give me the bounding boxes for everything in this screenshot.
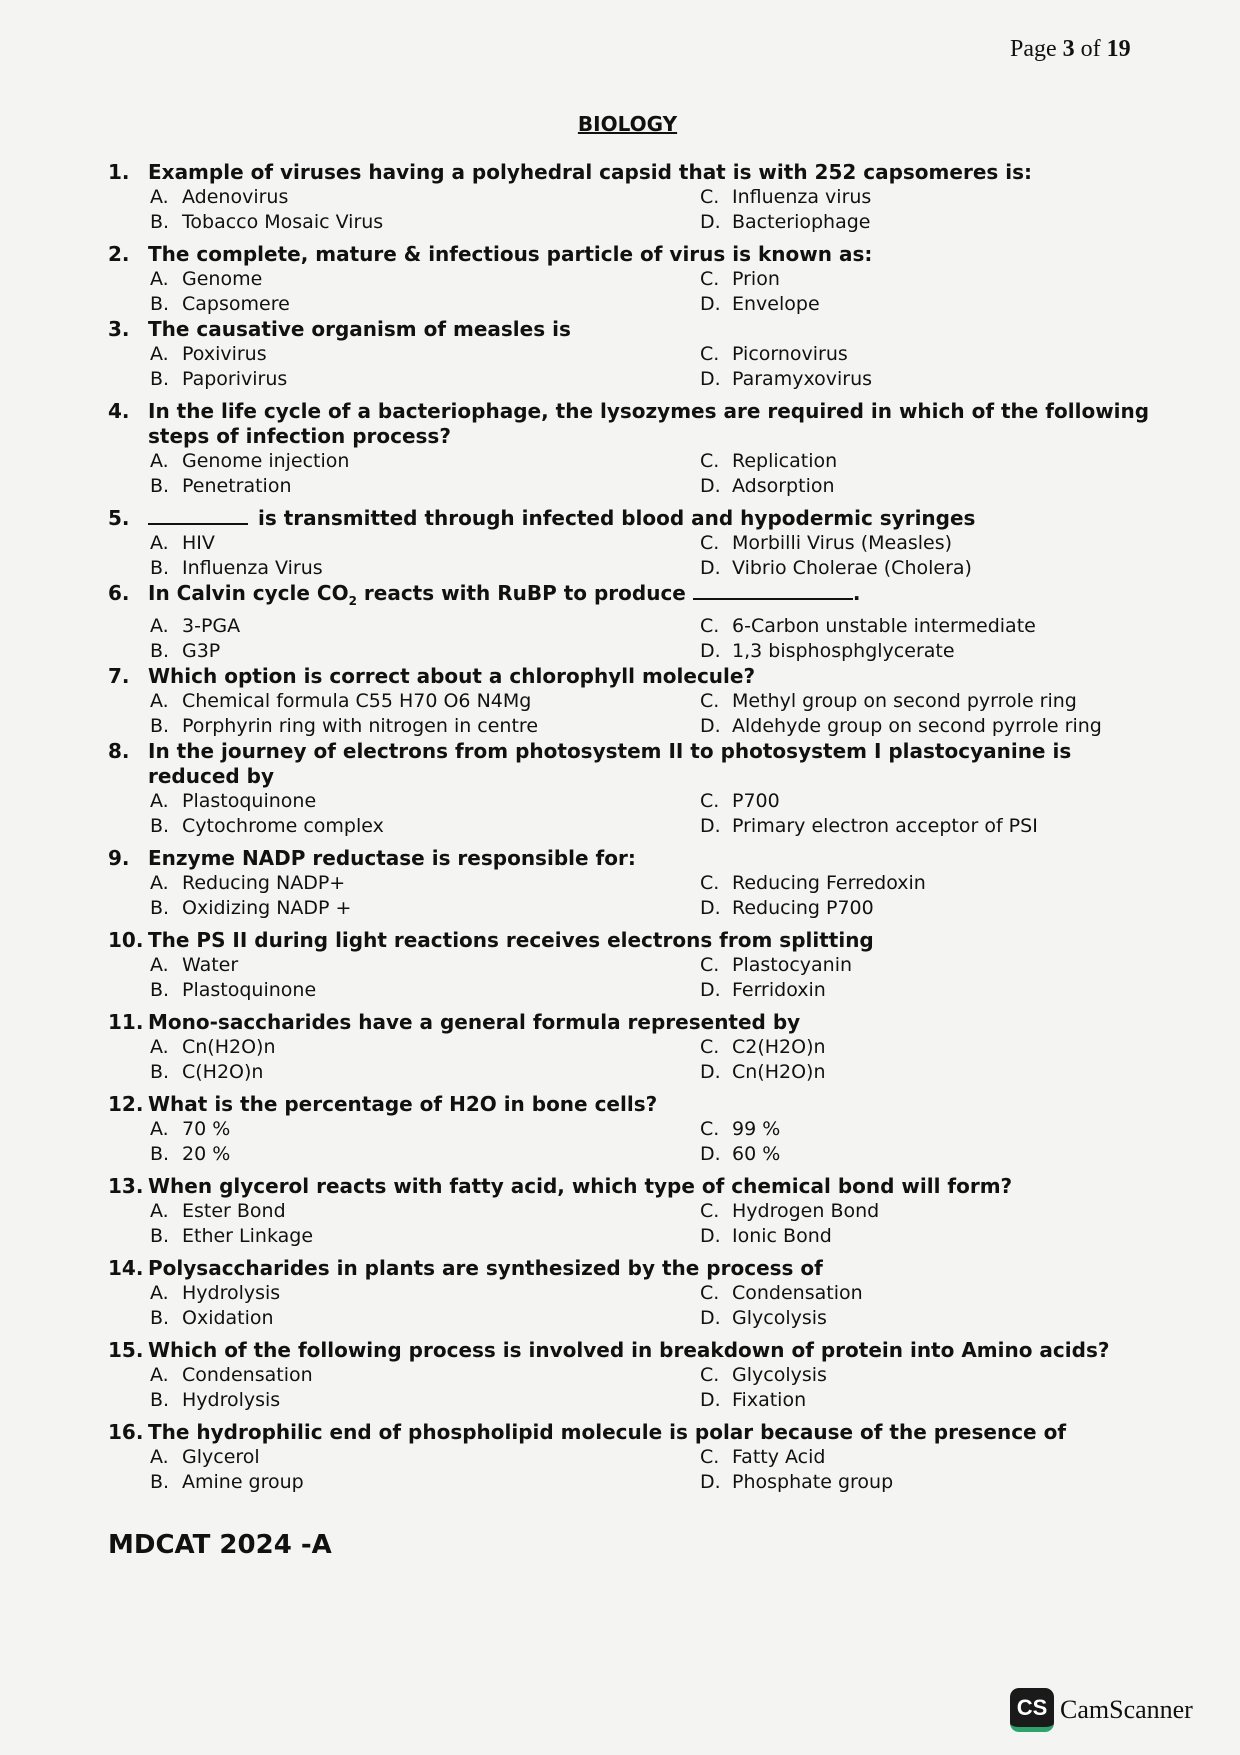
question-number: 12. [108, 1092, 144, 1116]
option-c: C. Reducing Ferredoxin [700, 872, 926, 894]
question-number: 14. [108, 1256, 144, 1280]
option-a: A. Ester Bond [150, 1200, 286, 1222]
option-c: C. Condensation [700, 1282, 863, 1304]
option-c: C. Replication [700, 450, 838, 472]
option-d: D. 1,3 bisphosphglycerate [700, 640, 955, 662]
question-text: Which of the following process is involved in breakdown of protein into Amino acids? [148, 1338, 1110, 1362]
question-number: 16. [108, 1420, 144, 1444]
option-d: D. Ionic Bond [700, 1225, 832, 1247]
section-title: BIOLOGY [577, 112, 678, 136]
option-d: D. Aldehyde group on second pyrrole ring [700, 715, 1102, 737]
question-3 [108, 317, 1168, 392]
question-7 [108, 664, 1168, 739]
question-10 [108, 928, 1168, 1003]
option-a: A. Plastoquinone [150, 790, 317, 812]
option-d: D. Fixation [700, 1389, 807, 1411]
option-a: A. Chemical formula C55 H70 O6 N4Mg [150, 690, 532, 712]
option-d: D. Paramyxovirus [700, 368, 873, 390]
option-d: D. 60 % [700, 1143, 781, 1165]
question-number: 3. [108, 317, 130, 341]
question-number: 1. [108, 160, 130, 184]
question-number: 6. [108, 581, 130, 605]
option-a: A. Poxivirus [150, 343, 267, 365]
option-d: D. Glycolysis [700, 1307, 827, 1329]
camscanner-label: CamScanner [1060, 1695, 1193, 1724]
option-c: C. P700 [700, 790, 780, 812]
option-c: C. 6-Carbon unstable intermediate [700, 615, 1036, 637]
option-c: C. Morbilli Virus (Measles) [700, 532, 953, 554]
question-11 [108, 1010, 1168, 1085]
option-a: A. Glycerol [150, 1446, 260, 1468]
question-5 [108, 506, 1168, 581]
option-a: A. Water [150, 954, 239, 976]
option-d: D. Phosphate group [700, 1471, 894, 1493]
option-a: A. Reducing NADP+ [150, 872, 346, 894]
option-d: D. Bacteriophage [700, 211, 871, 233]
question-text: The hydrophilic end of phospholipid molecule is polar because of the presence of [148, 1420, 1067, 1444]
option-d: D. Envelope [700, 293, 820, 315]
camscanner-watermark [1010, 1688, 1193, 1732]
option-c: C. Plastocyanin [700, 954, 853, 976]
question-text: The complete, mature & infectious particle of virus is known as: [148, 242, 873, 266]
question-text: The causative organism of measles is [148, 317, 571, 341]
option-c: C. Methyl group on second pyrrole ring [700, 690, 1077, 712]
question-number: 10. [108, 928, 144, 952]
question-13 [108, 1174, 1168, 1249]
question-text: Polysaccharides in plants are synthesized by the process of [148, 1256, 823, 1280]
question-16 [108, 1420, 1168, 1495]
question-number: 4. [108, 399, 130, 423]
option-b: B. C(H2O)n [150, 1061, 264, 1083]
option-a: A. Genome injection [150, 450, 350, 472]
option-d: D. Ferridoxin [700, 979, 826, 1001]
question-14 [108, 1256, 1168, 1331]
option-b: B. Paporivirus [150, 368, 288, 390]
option-d: D. Cn(H2O)n [700, 1061, 826, 1083]
camscanner-logo-icon: CS [1010, 1688, 1054, 1732]
option-c: C. C2(H2O)n [700, 1036, 826, 1058]
option-a: A. 70 % [150, 1118, 231, 1140]
question-text: Enzyme NADP reductase is responsible for: [148, 846, 636, 870]
question-text: The PS II during light reactions receives electrons from splitting [148, 928, 874, 952]
option-c: C. Picornovirus [700, 343, 848, 365]
question-6 [108, 581, 1168, 664]
option-c: C. Fatty Acid [700, 1446, 826, 1468]
question-9 [108, 846, 1168, 921]
question-number: 2. [108, 242, 130, 266]
option-c: C. Glycolysis [700, 1364, 827, 1386]
option-b: B. Hydrolysis [150, 1389, 281, 1411]
option-d: D. Reducing P700 [700, 897, 874, 919]
option-b: B. Tobacco Mosaic Virus [150, 211, 384, 233]
option-b: B. Plastoquinone [150, 979, 317, 1001]
option-b: B. Porphyrin ring with nitrogen in centre [150, 715, 539, 737]
question-text: When glycerol reacts with fatty acid, which type of chemical bond will form? [148, 1174, 1013, 1198]
question-number: 5. [108, 506, 130, 530]
option-a: A. HIV [150, 532, 215, 554]
question-text: Example of viruses having a polyhedral capsid that is with 252 capsomeres is: [148, 160, 1033, 184]
question-list [108, 160, 1168, 1495]
question-number: 11. [108, 1010, 144, 1034]
option-b: B. Ether Linkage [150, 1225, 314, 1247]
question-number: 8. [108, 739, 130, 763]
option-a: A. Hydrolysis [150, 1282, 281, 1304]
question-text: In the journey of electrons from photosystem II to photosystem I plastocyanine is reduced by [148, 739, 1072, 788]
option-b: B. Penetration [150, 475, 292, 497]
option-a: A. Condensation [150, 1364, 313, 1386]
option-b: B. Influenza Virus [150, 557, 323, 579]
question-text: Which option is correct about a chlorophyll molecule? [148, 664, 756, 688]
question-4 [108, 399, 1168, 499]
option-c: C. 99 % [700, 1118, 781, 1140]
option-a: A. 3-PGA [150, 615, 241, 637]
option-b: B. Capsomere [150, 293, 290, 315]
question-text: is transmitted through infected blood and hypodermic syringes [258, 506, 976, 530]
question-number: 15. [108, 1338, 144, 1362]
option-a: A. Adenovirus [150, 186, 289, 208]
option-c: C. Influenza virus [700, 186, 872, 208]
question-text: What is the percentage of H2O in bone cells? [148, 1092, 658, 1116]
option-a: A. Genome [150, 268, 263, 290]
question-text: Mono-saccharides have a general formula represented by [148, 1010, 801, 1034]
page-number: Page 3 of 19 [1010, 36, 1131, 62]
question-text: In the life cycle of a bacteriophage, the lysozymes are required in which of the following steps of infection process? [148, 399, 1150, 448]
question-12 [108, 1092, 1168, 1167]
question-number: 13. [108, 1174, 144, 1198]
option-d: D. Primary electron acceptor of PSI [700, 815, 1038, 837]
question-1 [108, 160, 1168, 235]
option-b: B. Oxidizing NADP + [150, 897, 352, 919]
question-number: 9. [108, 846, 130, 870]
option-a: A. Cn(H2O)n [150, 1036, 276, 1058]
question-number: 7. [108, 664, 130, 688]
option-c: C. Prion [700, 268, 780, 290]
answer-blank [148, 507, 248, 525]
option-b: B. Cytochrome complex [150, 815, 384, 837]
option-b: B. Oxidation [150, 1307, 274, 1329]
question-2 [108, 242, 1168, 317]
exam-footer: MDCAT 2024 -A [108, 1530, 332, 1560]
option-c: C. Hydrogen Bond [700, 1200, 880, 1222]
option-d: D. Vibrio Cholerae (Cholera) [700, 557, 972, 579]
option-b: B. 20 % [150, 1143, 231, 1165]
option-d: D. Adsorption [700, 475, 835, 497]
option-b: B. Amine group [150, 1471, 304, 1493]
answer-blank [693, 582, 853, 600]
option-b: B. G3P [150, 640, 221, 662]
question-text: In Calvin cycle $CO_2$ reacts with RuBP to produce . [148, 581, 861, 608]
question-15 [108, 1338, 1168, 1413]
question-8 [108, 739, 1168, 839]
